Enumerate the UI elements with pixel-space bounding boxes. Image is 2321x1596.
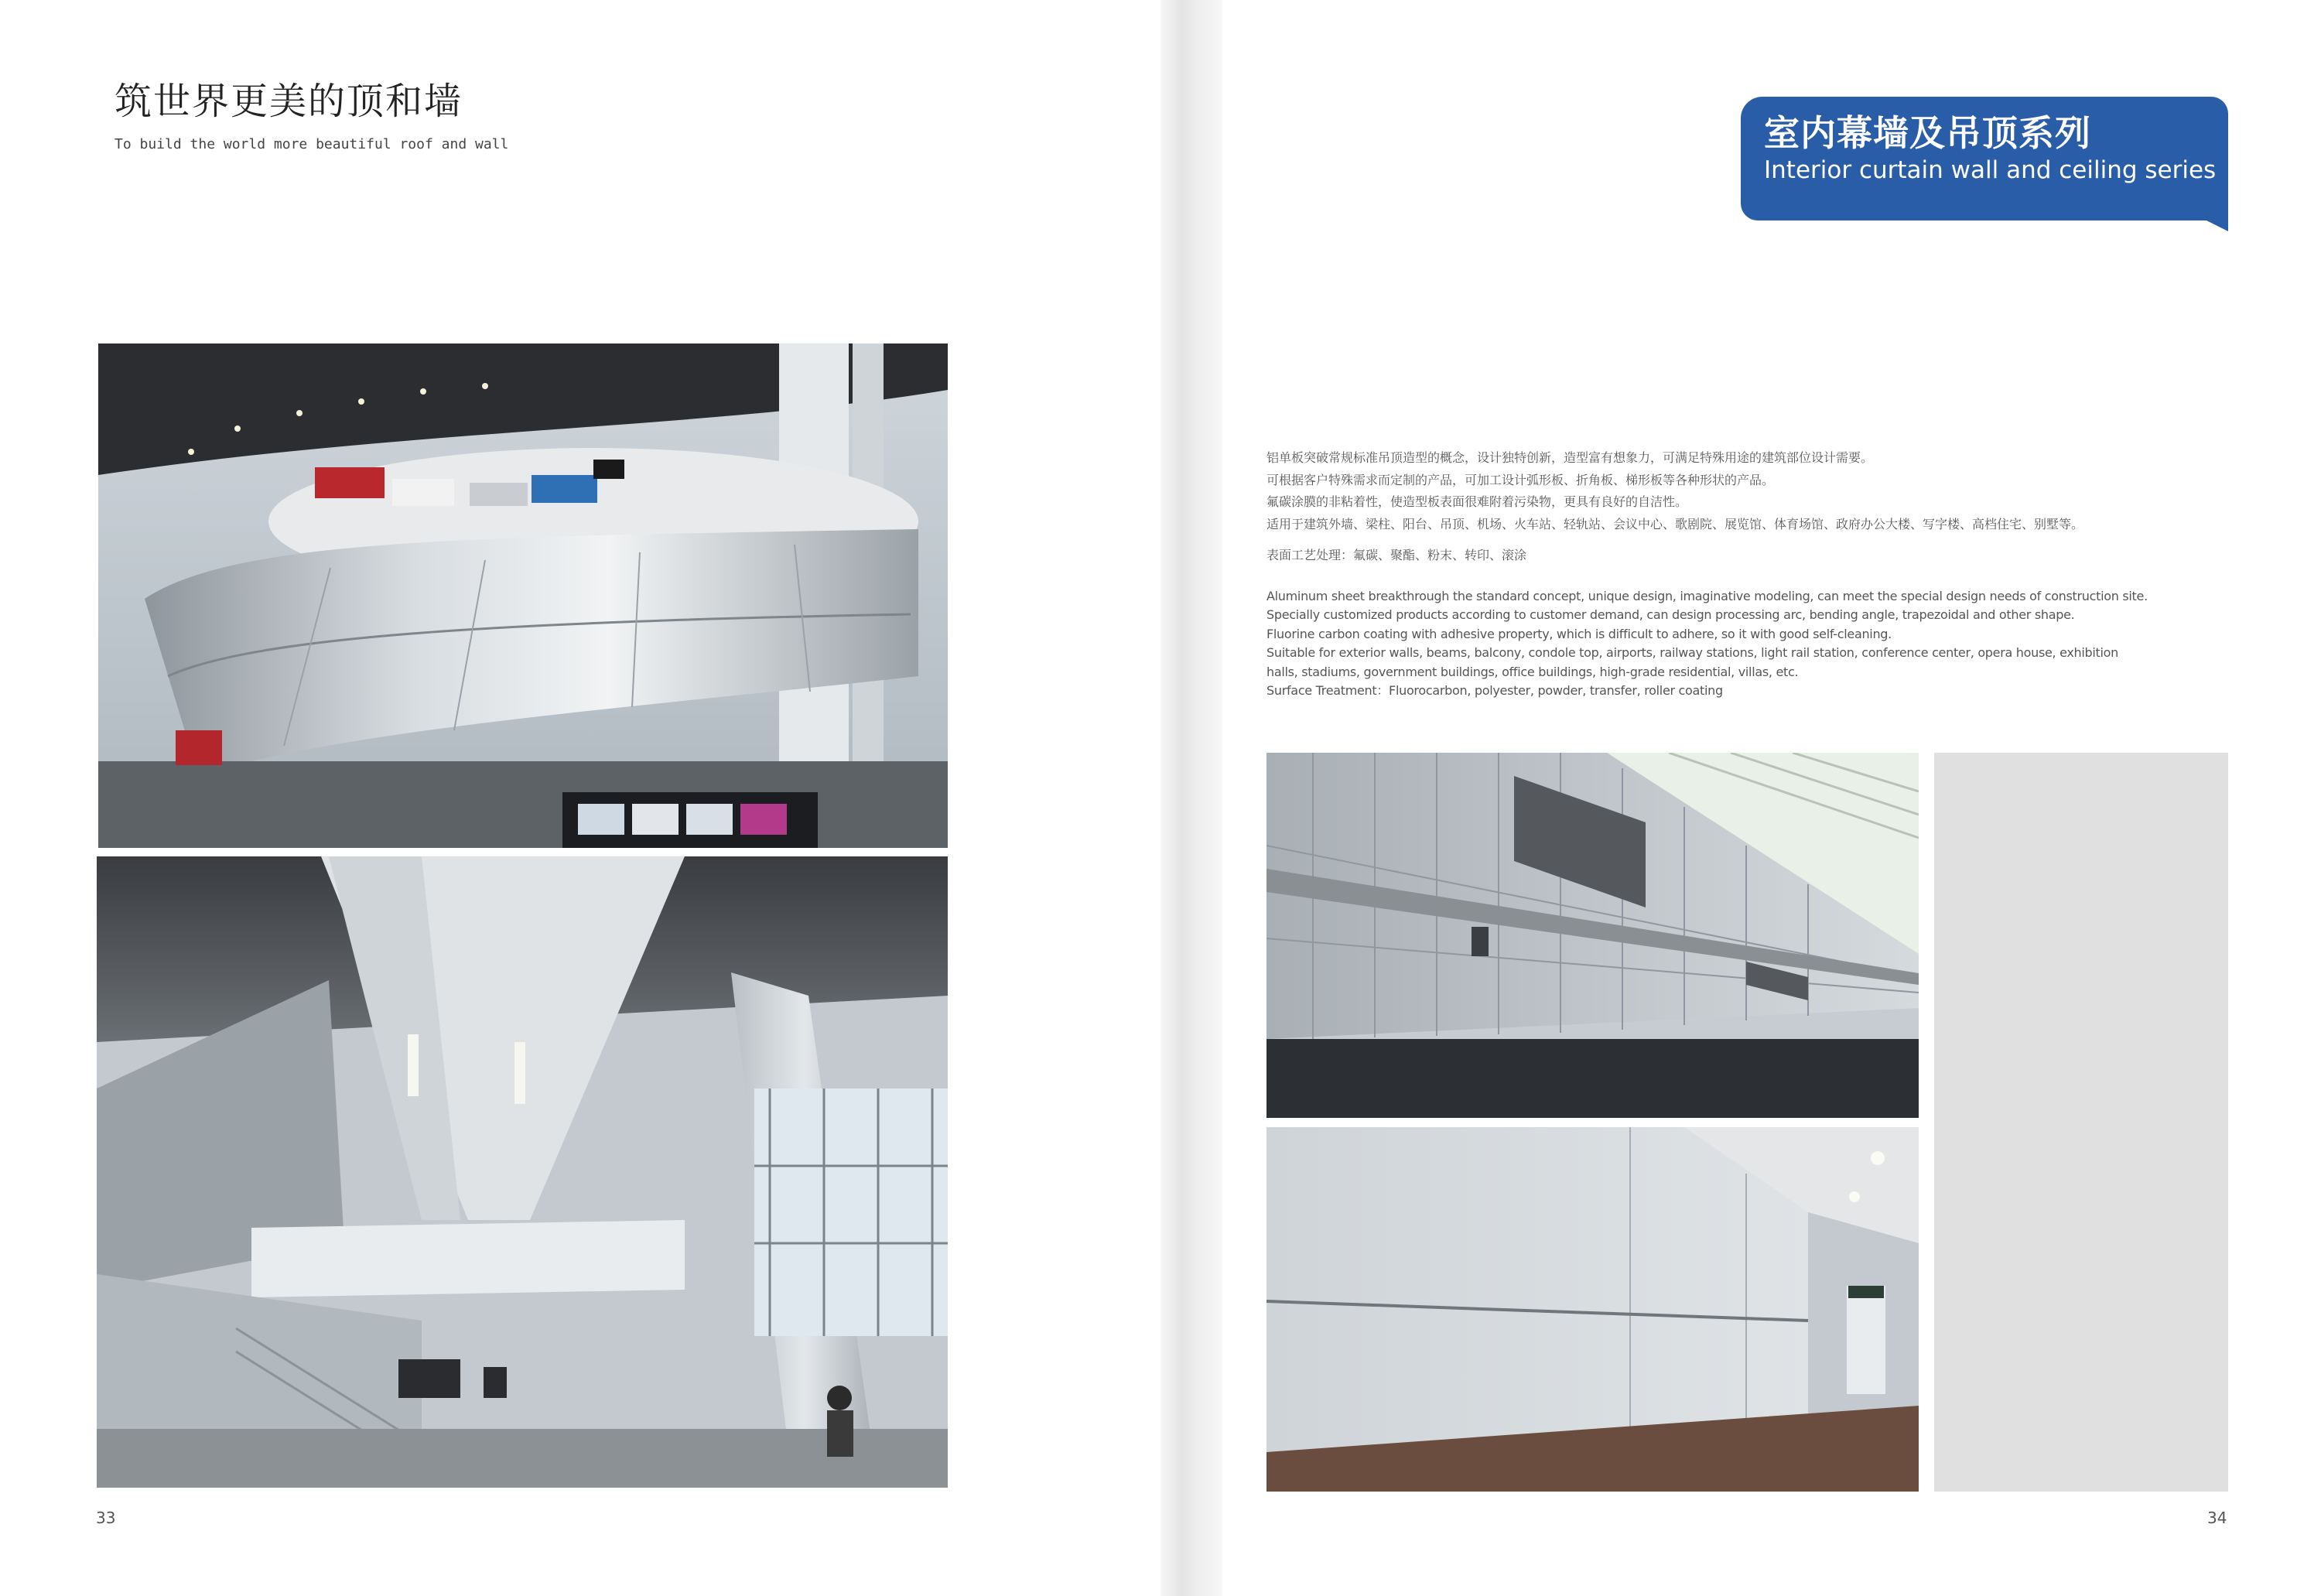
description-en-line: halls, stadiums, government buildings, office buildings, high-grade residential, villas, etc. xyxy=(1266,664,1799,679)
description-cn-line: 氟碳涂膜的非粘着性，使造型板表面很难附着污染物，更具有良好的自洁性。 xyxy=(1266,494,1688,509)
description-en-line: Specially customized products according to customer demand, can design processing arc, bending angle, trapezoidal and other shape. xyxy=(1266,607,2075,622)
book-gutter xyxy=(1160,0,1222,1596)
description-cn-line: 适用于建筑外墙、梁柱、阳台、吊顶、机场、火车站、轻轨站、会议中心、歌剧院、展览馆、体育场馆、政府办公大楼、写字楼、高档住宅、别墅等。 xyxy=(1266,516,2084,531)
page-number: 34 xyxy=(2207,1509,2227,1527)
gray-panel xyxy=(1934,753,2228,1492)
photo-spiral-showroom xyxy=(98,343,948,848)
photo-atrium-columns xyxy=(97,856,948,1488)
photo-panel-wall xyxy=(1266,1127,1919,1492)
left-page xyxy=(0,0,1160,1596)
description-en-line: Suitable for exterior walls, beams, balcony, condole top, airports, railway stations, light rail station, conference center, opera house, exhibition xyxy=(1266,645,2118,660)
description-en-line: Aluminum sheet breakthrough the standard concept, unique design, imaginative modeling, can meet the special design needs of construction site. xyxy=(1266,588,2148,603)
description-en xyxy=(1266,587,2272,701)
page-title-en: To build the world more beautiful roof and wall xyxy=(115,136,509,152)
product-description xyxy=(1266,447,2272,701)
series-title-cn: 室内幕墙及吊顶系列 xyxy=(1764,112,2091,154)
page-title-cn: 筑世界更美的顶和墙 xyxy=(115,80,463,123)
photo-corridor-wall xyxy=(1266,753,1919,1118)
surface-treatment-cn: 表面工艺处理：氟碳、聚酯、粉末、转印、滚涂 xyxy=(1266,548,1527,562)
description-cn-line: 可根据客户特殊需求而定制的产品，可加工设计弧形板、折角板、梯形板等各种形状的产品。 xyxy=(1266,472,1775,487)
series-title-en: Interior curtain wall and ceiling series xyxy=(1764,155,2217,184)
series-badge xyxy=(1741,97,2228,220)
page-number: 33 xyxy=(96,1509,116,1527)
surface-treatment-en: Surface Treatment：Fluorocarbon, polyester, powder, transfer, roller coating xyxy=(1266,683,1723,698)
right-page xyxy=(1222,0,2321,1596)
description-cn-line: 铝单板突破常规标准吊顶造型的概念，设计独特创新，造型富有想象力，可满足特殊用途的建筑部位设计需要。 xyxy=(1266,450,1874,465)
description-en-line: Fluorine carbon coating with adhesive property, which is difficult to adhere, so it with good self-cleaning. xyxy=(1266,626,1892,641)
